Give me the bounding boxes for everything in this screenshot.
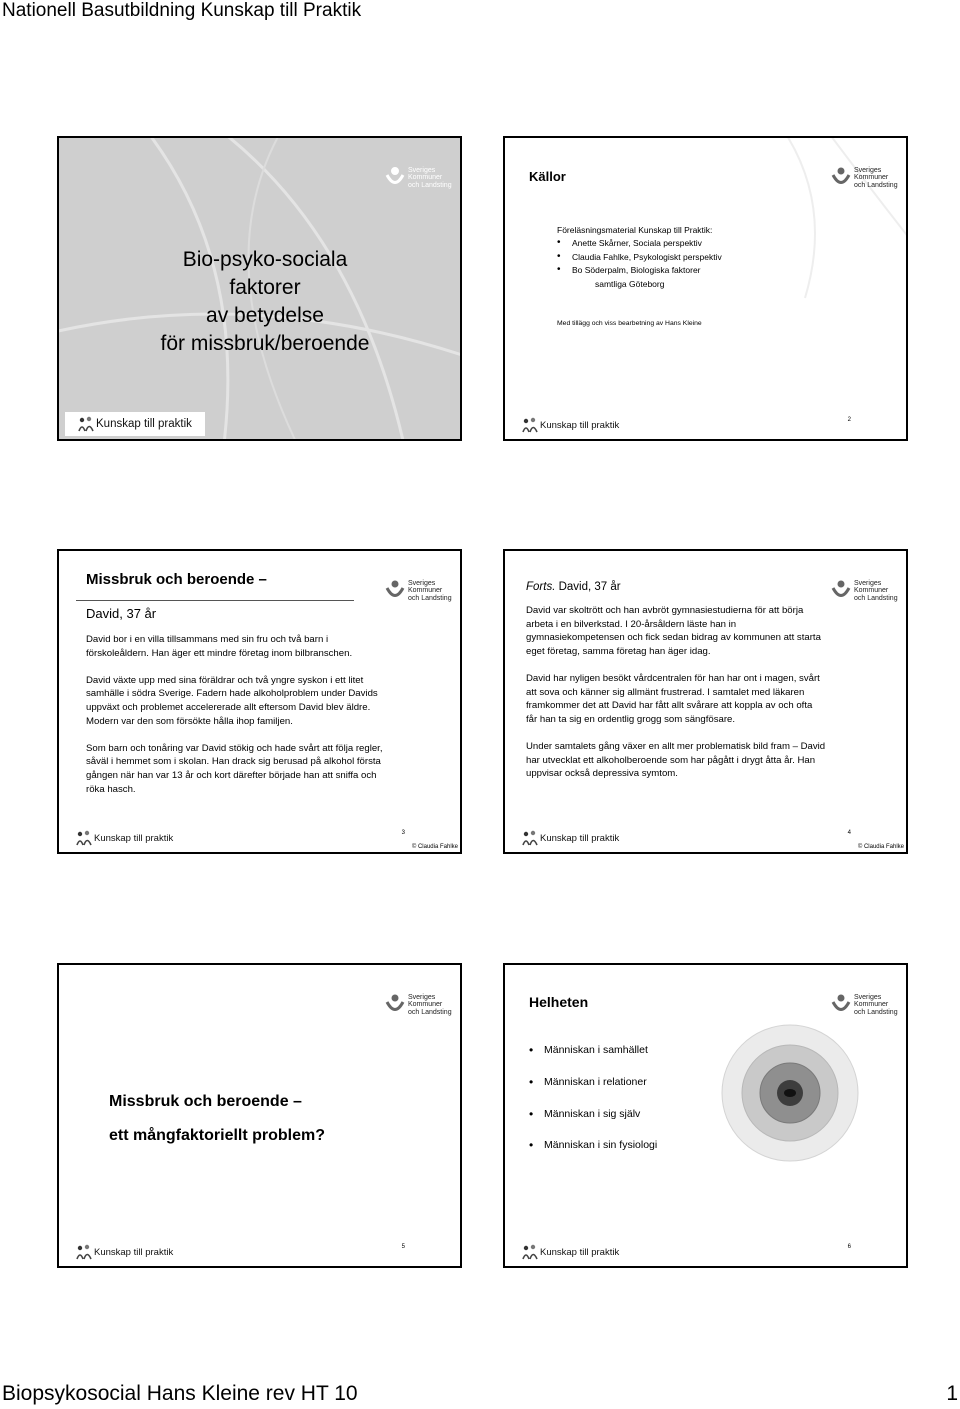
logo-line-1: Sveriges [408, 166, 436, 174]
slide-number: 5 [401, 1244, 405, 1250]
skl-logo [830, 991, 898, 1019]
logo-line-3: och Landsting [854, 181, 898, 189]
skl-logo [830, 577, 898, 605]
list-item: • Människan i sig själv [529, 1099, 657, 1131]
logo-line-2: Kommuner [408, 587, 443, 595]
skl-mark-icon [384, 993, 406, 1017]
kunskap-till-praktik-logo [521, 1244, 619, 1260]
slide-6-title: Helheten [529, 994, 589, 1010]
slide-number: 4 [847, 830, 851, 836]
paragraph: David var skoltrött och han avbröt gymnasiestudierna för att börja arbeta i en bilverkstad. I 20-årsåldern läste han in gymnasiekompetensen och fick sedan bidrag av kommunen att starta eget företag, samma företag han äger idag. [526, 605, 821, 657]
logo-line-3: och Landsting [854, 1008, 898, 1016]
title-line: faktorer [229, 276, 301, 299]
case-text [86, 633, 386, 810]
logo-line-1: Sveriges [408, 993, 436, 1001]
logo-line-3: och Landsting [408, 594, 452, 602]
kunskap-till-praktik-logo [75, 830, 173, 846]
copyright: © Claudia Fahlke [857, 844, 904, 850]
logo-line-1: Sveriges [854, 993, 882, 1001]
list-item: • Claudia Fahlke, Psykologiskt perspektiv [557, 251, 722, 264]
paragraph: Under samtalets gång växer en allt mer problematisk bild fram – David har utvecklat ett alkoholberoende som har pågått i drygt åtta år. Han uppvisar också depressiva symtom. [526, 740, 826, 780]
title-rest: David, 37 år [555, 581, 621, 593]
logo-line-2: Kommuner [854, 1001, 889, 1009]
title-line: ett mångfaktoriellt problem? [109, 1127, 326, 1144]
slide-2 [503, 136, 908, 441]
kp-logo-text: Kunskap till praktik [96, 418, 192, 430]
wholeness-list [529, 1035, 657, 1162]
paragraph: David växte upp med sina föräldrar och två yngre syskon i ett litet samhälle i södra Sverige. Fadern hade alkoholproblem under Davids uppväxt och problemet accelererade allt eftersom David blev äldre. Modern var den som försökte hålla ihop familjen. [86, 674, 378, 727]
skl-logo [830, 164, 898, 192]
skl-mark-icon [830, 166, 852, 190]
document-header: Nationell Basutbildning Kunskap till Praktik [2, 0, 362, 21]
logo-line-3: och Landsting [408, 181, 452, 189]
skl-logo [384, 577, 452, 605]
logo-line-1: Sveriges [854, 579, 882, 587]
logo-line-2: Kommuner [854, 587, 889, 595]
skl-logo [384, 991, 452, 1019]
kp-figure-icon [75, 1244, 93, 1260]
kp-logo-text: Kunskap till praktik [94, 832, 174, 844]
title-italic: Forts. [526, 581, 556, 593]
slide-4 [503, 549, 908, 854]
paragraph: David bor i en villa tillsammans med sin fru och två barn i förskoleåldern. Han äger ett mindre företag inom bilbranschen. [86, 634, 353, 659]
document-footer: Biopsykosocial Hans Kleine rev HT 10 [2, 1382, 358, 1405]
title-line: för missbruk/beroende [160, 332, 370, 355]
case-text [526, 604, 826, 794]
slide-6 [503, 963, 908, 1268]
title-line: Bio-psyko-sociala [182, 248, 348, 271]
revision-note: Med tillägg och viss bearbetning av Hans Kleine [557, 320, 702, 327]
sources-intro: Föreläsningsmaterial Kunskap till Praktik: [557, 225, 713, 235]
copyright: © Claudia Fahlke [411, 844, 458, 850]
kp-logo-text: Kunskap till praktik [540, 1246, 620, 1258]
kunskap-till-praktik-logo [75, 1244, 173, 1260]
kunskap-till-praktik-logo [65, 412, 205, 436]
document-page-number: 1 [946, 1382, 958, 1405]
slide-3 [57, 549, 462, 854]
title-line: Missbruk och beroende – [109, 1093, 302, 1110]
slide-5-title [109, 1085, 325, 1153]
kp-figure-icon [521, 1244, 539, 1260]
skl-mark-icon [830, 579, 852, 603]
slide-number: 2 [847, 417, 851, 423]
logo-line-1: Sveriges [408, 579, 436, 587]
slide-3-subtitle: David, 37 år [86, 606, 157, 621]
title-divider [76, 600, 354, 601]
list-item: • Människan i samhället [529, 1035, 657, 1067]
logo-line-1: Sveriges [854, 166, 882, 174]
slide-number: 3 [401, 830, 405, 836]
paragraph: David har nyligen besökt vårdcentralen för han har ont i magen, svårt att sova och känner sig allmänt frustrerad. I samtalet med läkaren framkommer det att David har fått allt svårare att koppla av och ofta får han ta sig en ordentlig grogg som sängfösare. [526, 672, 820, 725]
kp-logo-text: Kunskap till praktik [94, 1246, 174, 1258]
slide-2-title: Källor [529, 169, 566, 184]
kp-figure-icon [521, 417, 539, 433]
logo-line-3: och Landsting [408, 1008, 452, 1016]
kunskap-till-praktik-logo [521, 830, 619, 846]
logo-line-2: Kommuner [408, 1001, 443, 1009]
paragraph: Som barn och tonåring var David stökig och hade svårt att följa regler, såväl i hemmet som i skolan. Han drack sig berusad på alkohol första gången när han var 13 år och kort därefter började han att sniffa och röka hasch. [86, 742, 383, 795]
kp-figure-icon [75, 830, 93, 846]
slide-3-title: Missbruk och beroende – [86, 571, 267, 588]
sources-location: samtliga Göteborg [595, 278, 665, 289]
kp-logo-text: Kunskap till praktik [540, 419, 620, 431]
skl-logo [384, 164, 452, 192]
sources-list [557, 224, 722, 291]
kp-figure-icon [521, 830, 539, 846]
concentric-circles-diagram [720, 1023, 860, 1163]
list-item: • Bo Söderpalm, Biologiska faktorer [557, 264, 722, 277]
slide-1-title [79, 246, 451, 358]
skl-mark-icon [384, 166, 406, 190]
kp-logo-text: Kunskap till praktik [540, 832, 620, 844]
list-item: • Människan i sin fysiologi [529, 1130, 657, 1162]
slide-1 [57, 136, 462, 441]
slide-number: 6 [847, 1244, 851, 1250]
list-item: • Anette Skårner, Sociala perspektiv [557, 237, 722, 250]
title-line: av betydelse [206, 304, 324, 327]
slide-4-title [526, 581, 621, 593]
kp-figure-icon [77, 416, 95, 432]
logo-line-3: och Landsting [854, 594, 898, 602]
logo-line-2: Kommuner [408, 174, 443, 182]
logo-line-2: Kommuner [854, 174, 889, 182]
kunskap-till-praktik-logo [521, 417, 619, 433]
slide-5 [57, 963, 462, 1268]
list-item: • Människan i relationer [529, 1067, 657, 1099]
skl-mark-icon [384, 579, 406, 603]
skl-mark-icon [830, 993, 852, 1017]
